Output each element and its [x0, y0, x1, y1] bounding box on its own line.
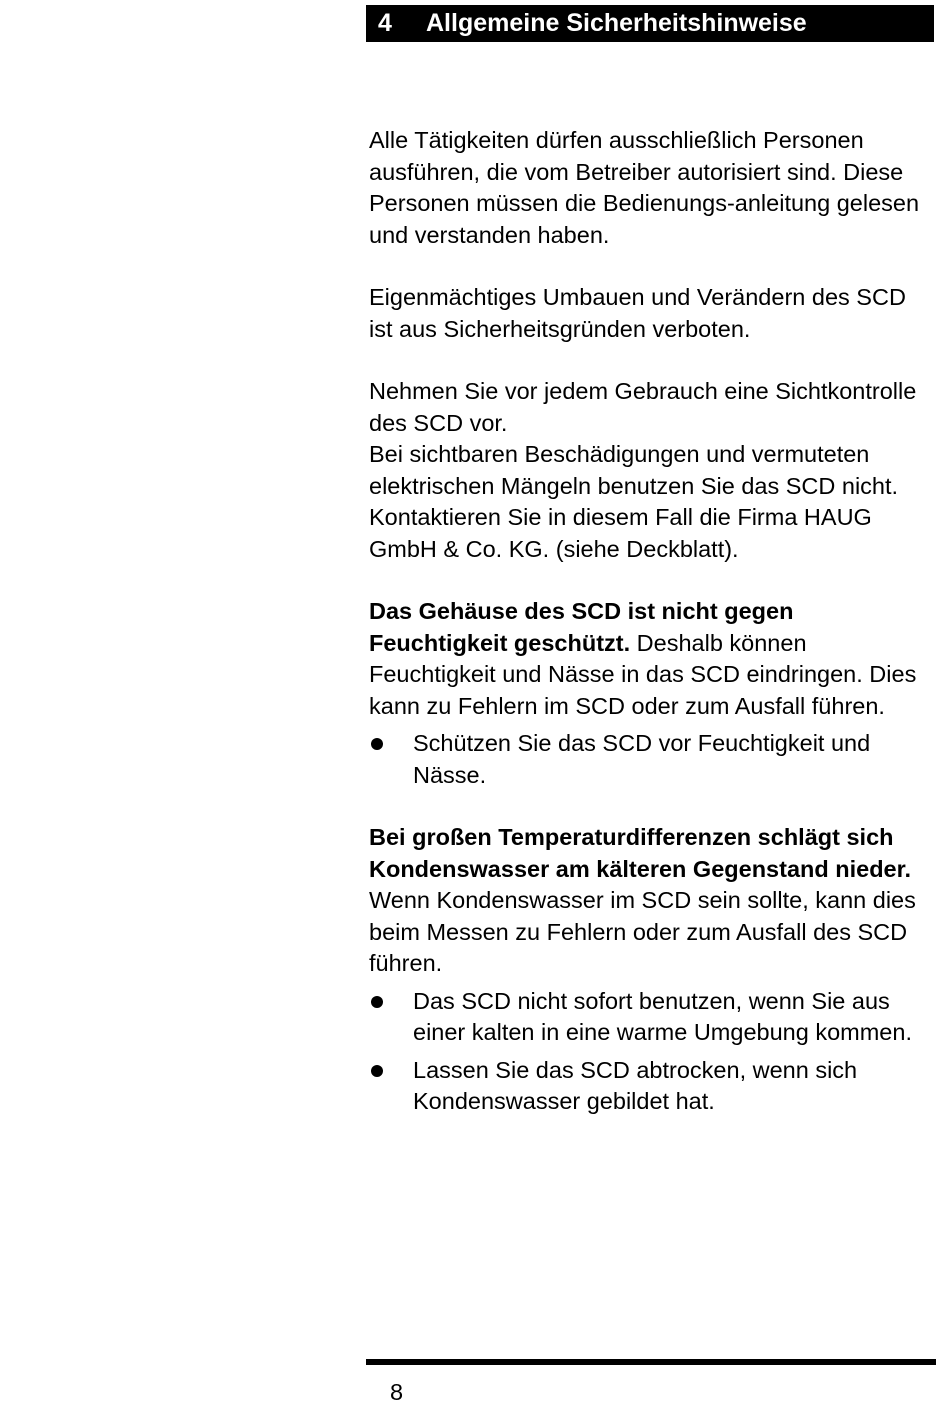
- condensation-warning-text: Wenn Kondenswasser im SCD sein sollte, kann dies beim Messen zu Fehlern oder zum Ausfall des SCD führen.: [369, 887, 916, 976]
- page-number: 8: [390, 1379, 404, 1405]
- bullet-icon: [371, 996, 383, 1008]
- footer-rule: [366, 1359, 936, 1365]
- moisture-warning-bold: Das Gehäuse des SCD ist nicht gegen Feuchtigkeit geschützt.: [369, 598, 794, 656]
- list-item-text: Lassen Sie das SCD abtrocken, wenn sich Kondenswasser gebildet hat.: [413, 1056, 858, 1114]
- list-item: [369, 1055, 934, 1118]
- paragraph-damage: Bei sichtbaren Beschädigungen und vermuteten elektrischen Mängeln benutzen Sie das SCD nicht. Kontaktieren Sie in diesem Fall die Firma HAUG GmbH & Co. KG. (siehe Deckblatt).: [369, 441, 899, 562]
- paragraph-modification: Eigenmächtiges Umbauen und Verändern des SCD ist aus Sicherheitsgründen verboten.: [369, 284, 906, 342]
- list-item-text: Das SCD nicht sofort benutzen, wenn Sie aus einer kalten in eine warme Umgebung kommen.: [413, 987, 912, 1045]
- list-item-text: Schützen Sie das SCD vor Feuchtigkeit und Nässe.: [413, 730, 871, 788]
- bullet-list-moisture: [369, 728, 934, 791]
- paragraph-moisture: [369, 596, 934, 722]
- paragraph-authorization: Alle Tätigkeiten dürfen ausschließlich Personen ausführen, die vom Betreiber autorisiert sind. Diese Personen müssen die Bedienungs-anleitung gelesen und verstanden haben.: [369, 127, 920, 248]
- page-content: [369, 125, 934, 1149]
- paragraph-condensation: [369, 822, 934, 980]
- section-number: 4: [378, 9, 392, 37]
- bullet-icon: [371, 738, 383, 750]
- bullet-list-condensation: [369, 986, 934, 1118]
- bullet-icon: [371, 1065, 383, 1077]
- list-item: [369, 986, 934, 1049]
- list-item: [369, 728, 934, 791]
- condensation-warning-bold: Bei großen Temperaturdifferenzen schlägt sich Kondenswasser am kälteren Gegenstand nieder.: [369, 824, 912, 882]
- moisture-warning-text: Deshalb können Feuchtigkeit und Nässe in das SCD eindringen. Dies kann zu Fehlern im SCD oder zum Ausfall führen.: [369, 629, 917, 719]
- paragraph-visual-check: Nehmen Sie vor jedem Gebrauch eine Sichtkontrolle des SCD vor.: [369, 378, 917, 436]
- section-title: Allgemeine Sicherheitshinweise: [426, 9, 807, 37]
- section-header: [366, 5, 934, 42]
